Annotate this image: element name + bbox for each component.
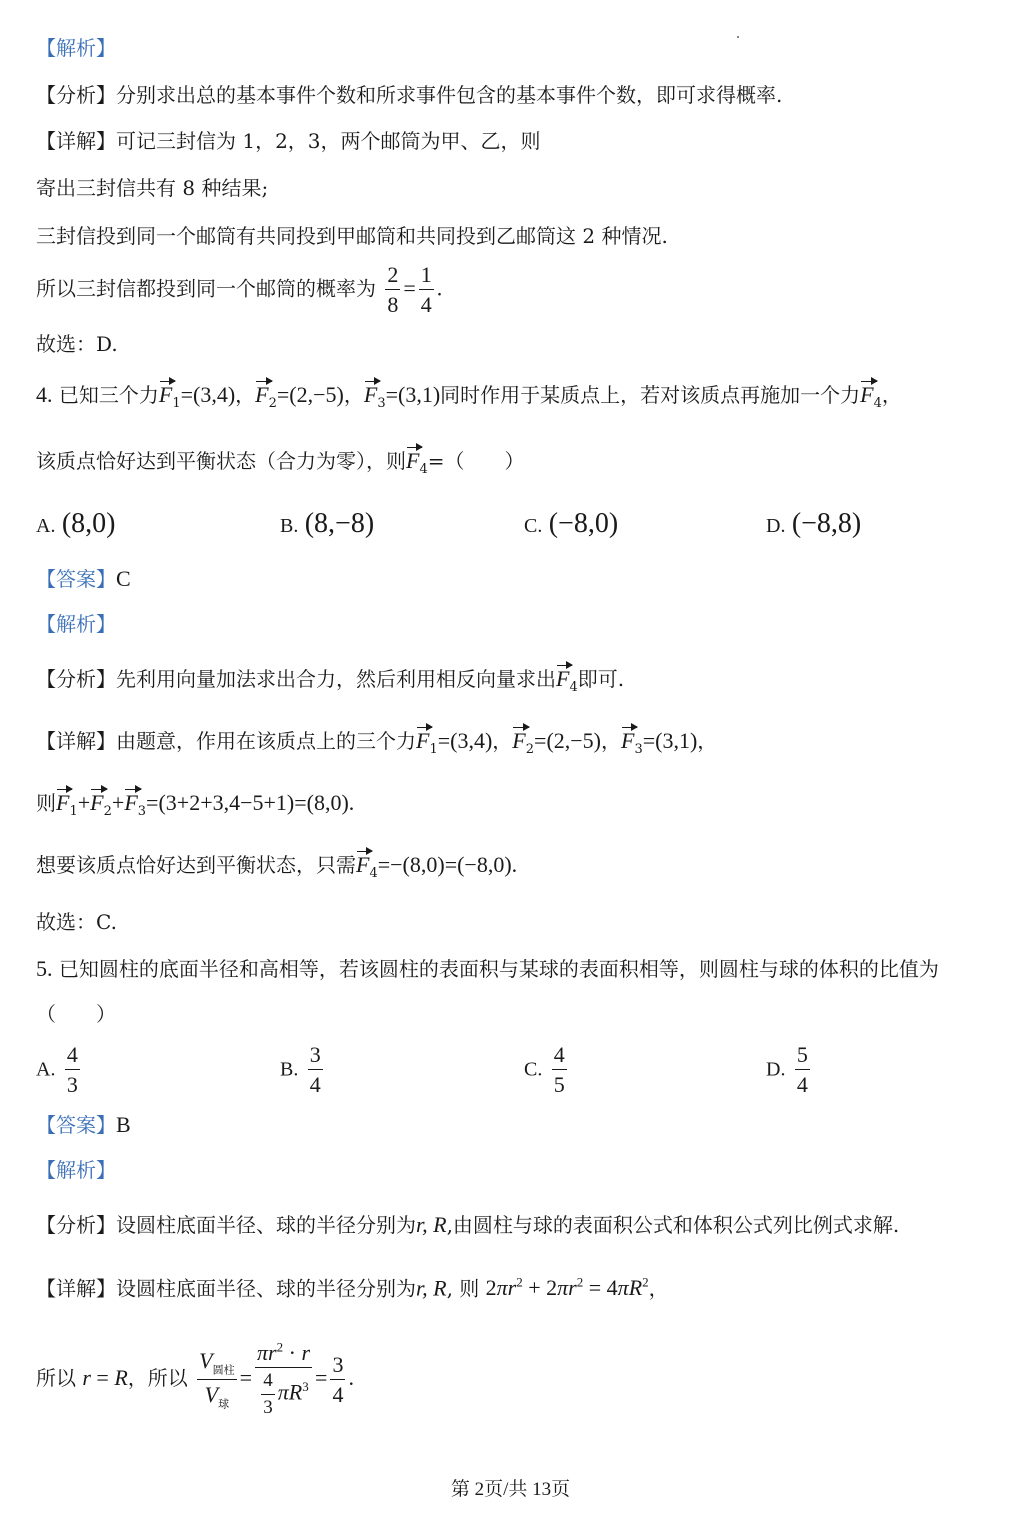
q5-xiangjie: 【详解】设圆柱底面半径、球的半径分别为r, R, 则 $2\pi r^2 + 2\pi r^2 = 4\pi R^2$， — [36, 1275, 669, 1301]
q4-answer: 【答案】C — [36, 566, 131, 591]
q4-stem-line2: 该质点恰好达到平衡状态（合力为零），则$F_4=$（ ） — [36, 448, 525, 477]
q4-need-line: 想要该质点恰好达到平衡状态，只需$F_4=-(8,0)=(-8,0)$. — [36, 852, 518, 881]
q5-paren: （ ） — [36, 1002, 116, 1026]
q5-final-line: 所以 r = R，所以 $\frac{V_{圆柱}}{V_球}$ = $\pi r^2 \cdot r$ $\frac{4}{3}$ $\pi R^3$ = $\frac{3}{4}$ . — [36, 1339, 354, 1419]
q5-stem: 5. 已知圆柱的底面半径和高相等，若该圆柱的表面积与某球的表面积相等，则圆柱与球的体积的比值为 — [36, 956, 939, 981]
q4-stem-line1: 4. 已知三个力$F_1=(3,4)$，$F_2=(2,-5)$，$F_3=(3,1)$同时作用于某质点上，若对该质点再施加一个力$F_4$， — [36, 382, 902, 411]
q4-option-a: A. (8,0) — [36, 508, 116, 539]
q4-guxuan: 故选：C. — [36, 910, 117, 934]
q3-guxuan: 故选：D. — [36, 332, 118, 356]
fraction: $\frac{2}{8}$ — [387, 262, 399, 318]
q5-answer: 【答案】B — [36, 1112, 131, 1137]
fraction: $\frac{3}{4}$ — [332, 1351, 344, 1407]
q4-sum-line: 则$F_1+F_2+F_3=(3+2+3,4-5+1)=(8,0)$. — [36, 790, 355, 819]
q4-fenxi: 【分析】先利用向量加法求出合力，然后利用相反向量求出$F_4$即可. — [36, 666, 625, 695]
q3-line2: 三封信投到同一个邮筒有共同投到甲邮筒和共同投到乙邮筒这 2 种情况. — [36, 224, 668, 248]
q5-option-a: A. $\frac{4}{3}$ — [36, 1042, 78, 1098]
fraction: $\frac{V_{圆柱}}{V_球}$ — [199, 1347, 235, 1411]
q5-option-d: D. $\frac{5}{4}$ — [766, 1042, 808, 1098]
fraction: $\frac{1}{4}$ — [420, 262, 432, 318]
q4-xiangjie: 【详解】由题意，作用在该质点上的三个力$F_1=(3,4)$，$F_2=(2,-5)$，$F_3=(3,1)$， — [36, 728, 718, 757]
q3-fenxi: 【分析】分别求出总的基本事件个数和所求事件包含的基本事件个数，即可求得概率. — [36, 83, 783, 107]
q3-line3: 所以三封信都投到同一个邮筒的概率为 $\frac{2}{8}$ = $\frac{1}{4}$ . — [36, 262, 443, 318]
q4-option-c: C. (−8,0) — [524, 508, 619, 539]
q5-option-b: B. $\frac{3}{4}$ — [280, 1042, 321, 1098]
q3-xiangjie: 【详解】可记三封信为 1，2，3，两个邮筒为甲、乙，则 — [36, 129, 541, 153]
q5-option-c: C. $\frac{4}{5}$ — [524, 1042, 565, 1098]
fraction: $\pi r^2 \cdot r$ $\frac{4}{3}$ $\pi R^3$ — [257, 1339, 311, 1419]
page-footer: 第 2页/共 13页 — [450, 1479, 571, 1500]
q5-jiexi-tag: 【解析】 — [36, 1158, 116, 1182]
q3-jiexi-tag: 【解析】 — [36, 36, 116, 60]
speck — [737, 36, 739, 38]
q4-jiexi-tag: 【解析】 — [36, 612, 116, 636]
q3-line1: 寄出三封信共有 8 种结果; — [36, 176, 269, 200]
q4-option-b: B. (8,−8) — [280, 508, 375, 539]
q4-option-d: D. (−8,8) — [766, 508, 862, 539]
q5-fenxi: 【分析】设圆柱底面半径、球的半径分别为r, R,由圆柱与球的表面积公式和体积公式列比例式求解. — [36, 1212, 900, 1237]
